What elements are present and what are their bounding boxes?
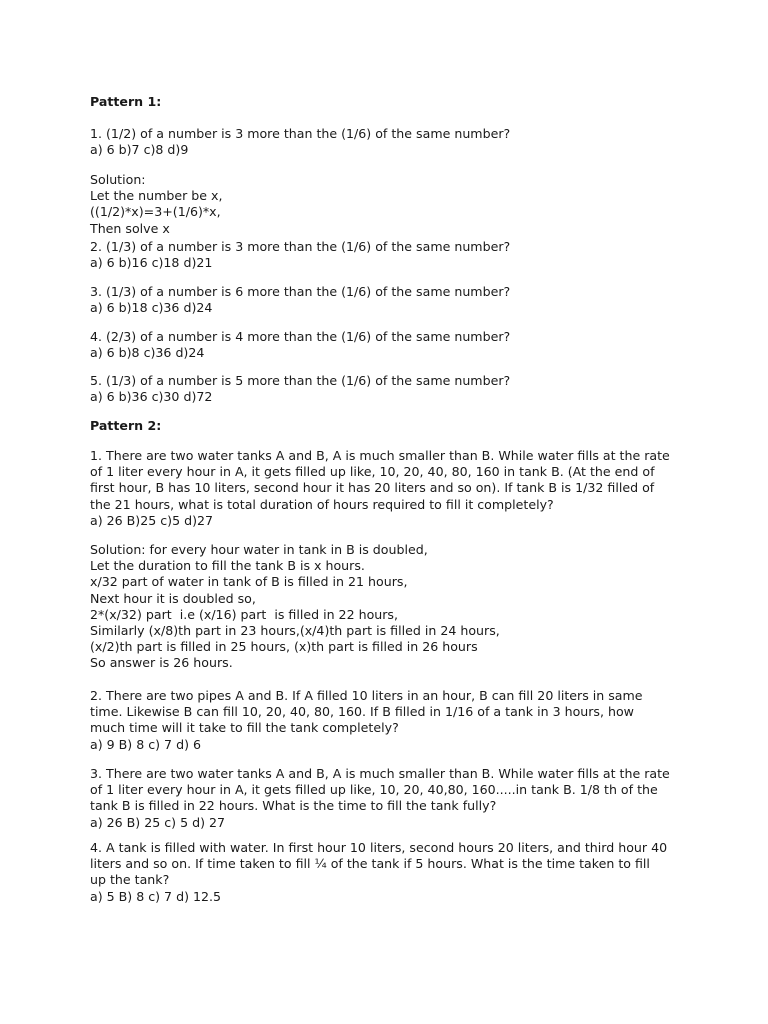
solution-line: Similarly (x/8)th part in 23 hours,(x/4)th part is filled in 24 hours,	[90, 623, 500, 639]
question-text: 1. (1/2) of a number is 3 more than the (1/6) of the same number?	[90, 126, 511, 141]
solution-line: Let the number be x,	[90, 188, 223, 204]
solution-line: Next hour it is doubled so,	[90, 590, 256, 606]
p2-question-1	[90, 448, 690, 529]
question-options: a) 6 b)7 c)8 d)9	[90, 142, 189, 158]
question-line: of 1 liter every hour in A, it gets filled up like, 10, 20, 40, 80, 160 in tank B. (At the end of	[90, 464, 655, 480]
p2-solution	[90, 542, 690, 672]
question-text: 3. (1/3) of a number is 6 more than the (1/6) of the same number?	[90, 284, 511, 299]
question-line: liters and so on. If time taken to fill ¼ of the tank if 5 hours. What is the time taken to fill	[90, 856, 650, 872]
question-options: a) 6 b)16 c)18 d)21	[90, 255, 213, 271]
p1-question-2	[90, 239, 690, 271]
pattern-1-heading: Pattern 1:	[90, 94, 162, 109]
solution-line: Let the duration to fill the tank B is x hours.	[90, 558, 365, 574]
question-line: 1. There are two water tanks A and B, A is much smaller than B. While water fills at the rate	[90, 448, 670, 463]
question-line: 4. A tank is filled with water. In first hour 10 liters, second hours 20 liters, and third hour 40	[90, 840, 668, 855]
question-options: a) 26 B) 25 c) 5 d) 27	[90, 814, 226, 830]
question-line: tank B is filled in 22 hours. What is the time to fill the tank fully?	[90, 798, 497, 814]
question-line: much time will it take to fill the tank completely?	[90, 720, 399, 736]
question-line: 2. There are two pipes A and B. If A filled 10 liters in an hour, B can fill 20 liters in same	[90, 688, 643, 703]
question-options: a) 5 B) 8 c) 7 d) 12.5	[90, 888, 222, 904]
solution-line: So answer is 26 hours.	[90, 655, 233, 671]
solution-line: Solution:	[90, 172, 146, 187]
p1-question-5	[90, 373, 690, 405]
solution-line: Solution: for every hour water in tank in B is doubled,	[90, 542, 428, 557]
p1-question-4	[90, 329, 690, 361]
p2-question-2	[90, 688, 690, 753]
question-options: a) 26 B)25 c)5 d)27	[90, 512, 214, 528]
question-line: of 1 liter every hour in A, it gets filled up like, 10, 20, 40,80, 160.....in tank B. 1/8 th of the	[90, 782, 658, 798]
question-options: a) 9 B) 8 c) 7 d) 6	[90, 736, 202, 752]
p2-question-3	[90, 766, 690, 831]
question-line: first hour, B has 10 liters, second hour it has 20 liters and so on). If tank B is 1/32 filled of	[90, 480, 655, 496]
question-text: 2. (1/3) of a number is 3 more than the (1/6) of the same number?	[90, 239, 511, 254]
question-line: time. Likewise B can fill 10, 20, 40, 80, 160. If B filled in 1/16 of a tank in 3 hours, how	[90, 704, 634, 720]
solution-line: (x/2)th part is filled in 25 hours, (x)th part is filled in 26 hours	[90, 639, 478, 655]
question-line: the 21 hours, what is total duration of hours required to fill it completely?	[90, 496, 554, 512]
pattern-2-heading: Pattern 2:	[90, 418, 162, 433]
solution-line: x/32 part of water in tank of B is filled in 21 hours,	[90, 574, 408, 590]
question-options: a) 6 b)8 c)36 d)24	[90, 345, 205, 361]
p1-question-3	[90, 284, 690, 316]
question-line: up the tank?	[90, 872, 170, 888]
p2-question-4	[90, 840, 690, 905]
question-text: 5. (1/3) of a number is 5 more than the (1/6) of the same number?	[90, 373, 511, 388]
solution-line: 2*(x/32) part i.e (x/16) part is filled in 22 hours,	[90, 606, 398, 622]
question-options: a) 6 b)36 c)30 d)72	[90, 389, 213, 405]
p1-solution	[90, 172, 690, 237]
question-line: 3. There are two water tanks A and B, A is much smaller than B. While water fills at the rate	[90, 766, 670, 781]
p1-question-1	[90, 126, 690, 158]
question-options: a) 6 b)18 c)36 d)24	[90, 300, 213, 316]
solution-line: ((1/2)*x)=3+(1/6)*x,	[90, 204, 221, 220]
question-text: 4. (2/3) of a number is 4 more than the (1/6) of the same number?	[90, 329, 511, 344]
solution-line: Then solve x	[90, 220, 170, 236]
